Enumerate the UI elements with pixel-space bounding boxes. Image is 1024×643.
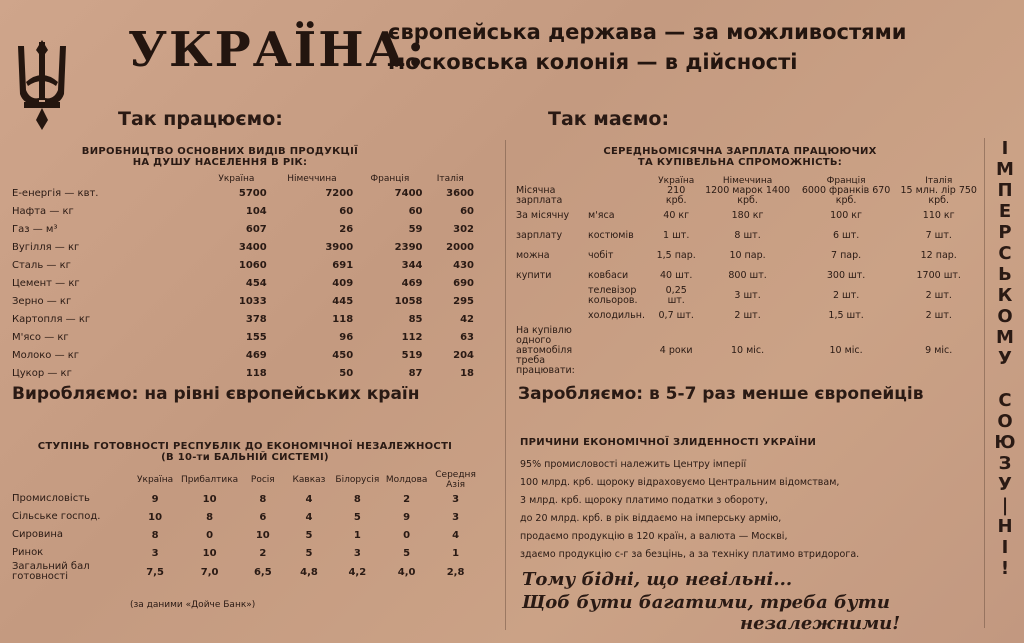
production-cell: 1060	[238, 259, 267, 271]
readiness-row-label: Сировина	[12, 529, 64, 540]
production-cell: 1058	[394, 295, 423, 307]
side-letter: Ь	[998, 264, 1012, 285]
side-letter: Н	[997, 516, 1013, 537]
side-letter: М	[996, 327, 1014, 348]
wage-cell: 1 шт.	[663, 230, 690, 241]
readiness-cell: 5	[403, 547, 411, 559]
wage-col-header: Німеччина	[722, 176, 773, 186]
side-letter: І	[1001, 138, 1009, 159]
readiness-cell: 2	[259, 547, 267, 559]
wage-cell: 10 міс.	[829, 345, 863, 356]
production-cell: 7200	[325, 187, 354, 199]
wage-col-header: Італія	[925, 176, 953, 186]
production-cell: 344	[401, 259, 423, 271]
readiness-row-label: Ринок	[12, 547, 44, 558]
readiness-row-label: Сільське господ.	[12, 511, 101, 522]
side-letter	[992, 369, 1018, 390]
production-cell: 3600	[446, 187, 474, 199]
wage-row	[514, 266, 982, 286]
readiness-cell: 7,0	[200, 566, 219, 578]
production-row-label: Нафта — кг	[12, 205, 74, 217]
side-letter: П	[997, 180, 1013, 201]
cause-item: 95% промисловості належить Центру імперії	[520, 459, 747, 470]
readiness-table-title: СТУПІНЬ ГОТОВНОСТІ РЕСПУБЛІК ДО ЕКОНОМІЧНОЇ НЕЗАЛЕЖНОСТІ (В 10-ти БАЛЬНІЙ СИСТЕМІ)	[37, 441, 453, 463]
readiness-col-blank	[10, 470, 131, 490]
production-cell: 302	[453, 223, 474, 235]
production-cell: 454	[245, 277, 267, 289]
wage-col-blank-2	[586, 176, 654, 186]
production-cell: 2000	[446, 241, 474, 253]
readiness-cell: 6	[259, 511, 267, 523]
headline-title: УКРАЇНА:	[128, 22, 427, 78]
readiness-col-header: Білорусія	[335, 475, 380, 485]
readiness-cell: 10	[255, 529, 270, 541]
wage-row	[514, 246, 982, 266]
production-row-label: Молоко — кг	[12, 349, 80, 361]
wage-row	[514, 226, 982, 246]
production-cell: 118	[332, 313, 354, 325]
headline-line-1: європейська держава — за можливостями	[388, 20, 907, 44]
wage-row-item: чобіт	[588, 250, 614, 261]
readiness-cell: 4	[305, 511, 313, 523]
side-divider	[984, 138, 985, 628]
production-cell: 5700	[238, 187, 267, 199]
production-row-label: Вугілля — кг	[12, 241, 80, 253]
production-row-label: Картопля — кг	[12, 313, 91, 325]
wage-row-label: На купівлю одного автомобіля треба працювати:	[516, 325, 575, 376]
production-col-header: Франція	[370, 174, 410, 184]
production-row-label: Е-енергія — квт.	[12, 187, 99, 199]
wage-row-label: купити	[516, 270, 552, 281]
readiness-cell: 8	[353, 493, 361, 505]
wage-cell: 2 шт.	[925, 310, 952, 321]
readiness-row	[10, 508, 480, 526]
production-cell: 3400	[238, 241, 267, 253]
cause-item: продаємо продукцію в 120 країн, а валюта — Москві,	[520, 531, 788, 542]
wage-cell: 800 шт.	[728, 270, 767, 281]
production-row	[10, 256, 476, 274]
production-cell: 112	[401, 331, 423, 343]
production-row	[10, 274, 476, 292]
wage-row-item: телевізор кольоров.	[588, 285, 638, 306]
production-row	[10, 364, 476, 382]
readiness-cell: 0	[403, 529, 411, 541]
readiness-col-header: Кавказ	[292, 475, 326, 485]
cause-item: здаємо продукцію с-г за безцінь, а за техніку платимо втридорога.	[520, 549, 860, 560]
wage-row-label: зарплату	[516, 230, 563, 241]
side-letter: У	[998, 474, 1012, 495]
readiness-cell: 3	[452, 493, 460, 505]
wage-row-item	[586, 326, 654, 376]
readiness-col-header: Росія	[250, 475, 275, 485]
production-row-label: Цемент — кг	[12, 277, 80, 289]
section-heading-work: Так працюємо:	[118, 108, 283, 130]
wage-cell: 1700 шт.	[916, 270, 961, 281]
trident-emblem	[12, 38, 72, 130]
wage-cell: 0,7 шт.	[658, 310, 694, 321]
wage-cell: 10 пар.	[729, 250, 766, 261]
production-cell: 96	[339, 331, 354, 343]
side-letter: С	[998, 390, 1012, 411]
wage-cell: 3 шт.	[734, 290, 761, 301]
wage-col-header: Україна	[658, 176, 695, 186]
wage-cell: 7 пар.	[831, 250, 862, 261]
source-note: (за даними «Дойче Банк»)	[130, 600, 256, 610]
production-cell: 18	[460, 367, 474, 379]
wage-row-item: ковбаси	[588, 270, 629, 281]
readiness-col-header: Молдова	[385, 475, 428, 485]
wage-cell: 1,5 шт.	[828, 310, 864, 321]
production-row-label: Зерно — кг	[12, 295, 72, 307]
production-row	[10, 238, 476, 256]
production-row	[10, 202, 476, 220]
production-row	[10, 220, 476, 238]
readiness-row	[10, 562, 480, 582]
production-col-header: Україна	[218, 174, 255, 184]
readiness-col-header: Україна	[137, 475, 174, 485]
side-letter: Р	[998, 222, 1012, 243]
wage-row-label: Місячна зарплата	[516, 185, 563, 206]
wage-cell: 40 шт.	[660, 270, 693, 281]
wage-cell: 6000 франків 670 крб.	[801, 185, 891, 206]
readiness-cell: 3	[353, 547, 361, 559]
readiness-cell: 4	[305, 493, 313, 505]
side-vertical-slogan	[992, 138, 1018, 579]
side-letter: Е	[998, 201, 1012, 222]
causes-list	[520, 456, 980, 564]
production-cell: 42	[460, 313, 474, 325]
wage-row-label: За місячну	[516, 210, 570, 221]
production-row	[10, 328, 476, 346]
production-cell: 3900	[325, 241, 354, 253]
readiness-row-label: Промисловість	[12, 493, 90, 504]
production-cell: 450	[332, 349, 354, 361]
side-letter: К	[997, 285, 1013, 306]
wage-cell: 110 кг	[922, 210, 955, 221]
production-cell: 87	[408, 367, 423, 379]
readiness-col-header: Середня Азія	[435, 470, 476, 490]
wage-cell: 2 шт.	[925, 290, 952, 301]
production-cell: 118	[245, 367, 267, 379]
wage-col-header: Франція	[826, 176, 866, 186]
side-letter: Ю	[994, 432, 1016, 453]
cause-item: до 20 млрд. крб. в рік віддаємо на імперську армію,	[520, 513, 782, 524]
production-table-title: ВИРОБНИЦТВО ОСНОВНИХ ВИДІВ ПРОДУКЦІЇ НА ДУШУ НАСЕЛЕННЯ В РІК:	[81, 146, 359, 168]
production-cell: 60	[460, 205, 474, 217]
production-cell: 2390	[394, 241, 423, 253]
readiness-cell: 9	[403, 511, 411, 523]
side-letter: !	[1000, 558, 1010, 579]
side-letter: М	[996, 159, 1014, 180]
production-row	[10, 310, 476, 328]
closing-line-1: Тому бідні, що невільні...	[522, 569, 793, 590]
closing-line-3: незалежними!	[740, 613, 901, 634]
wage-row	[514, 306, 982, 326]
readiness-row-label: Загальний бал готовності	[12, 561, 90, 582]
wage-cell: 9 міс.	[925, 345, 953, 356]
readiness-cell: 4,8	[300, 566, 318, 578]
production-cell: 445	[332, 295, 354, 307]
production-row	[10, 184, 476, 202]
production-row-label: Газ — м³	[12, 223, 58, 235]
readiness-cell: 9	[151, 493, 159, 505]
readiness-cell: 5	[305, 547, 313, 559]
production-cell: 519	[401, 349, 423, 361]
readiness-cell: 8	[259, 493, 267, 505]
readiness-cell: 10	[148, 511, 163, 523]
production-col-blank	[10, 174, 204, 184]
wage-cell: 8 шт.	[734, 230, 761, 241]
production-cell: 204	[453, 349, 474, 361]
production-cell: 378	[245, 313, 267, 325]
wage-cell: 2 шт.	[832, 290, 860, 301]
production-cell: 691	[332, 259, 354, 271]
production-cell: 26	[339, 223, 354, 235]
side-letter: С	[998, 243, 1012, 264]
production-cell: 59	[408, 223, 423, 235]
production-cell: 104	[245, 205, 267, 217]
readiness-cell: 4,0	[397, 566, 416, 578]
readiness-row	[10, 544, 480, 562]
wage-cell: 180 кг	[731, 210, 764, 221]
production-cell: 85	[408, 313, 423, 325]
production-row	[10, 346, 476, 364]
readiness-cell: 5	[353, 511, 361, 523]
wage-row-item	[586, 186, 654, 206]
column-divider	[505, 140, 506, 630]
readiness-cell: 8	[206, 511, 214, 523]
readiness-cell: 4,2	[348, 566, 367, 578]
readiness-row	[10, 526, 480, 544]
wage-row	[514, 186, 982, 206]
slogan-right: Заробляємо: в 5-7 раз менше європейців	[518, 384, 924, 404]
wage-cell: 300 шт.	[826, 270, 866, 281]
wage-row-item: м'яса	[588, 210, 615, 221]
slogan-left: Виробляємо: на рівні європейських країн	[12, 384, 420, 404]
wage-table	[514, 176, 982, 376]
readiness-cell: 2,8	[446, 566, 465, 578]
production-cell: 60	[408, 205, 423, 217]
production-col-header: Італія	[436, 174, 464, 184]
readiness-cell: 7,5	[146, 566, 164, 578]
production-cell: 430	[453, 259, 474, 271]
production-row-label: Сталь — кг	[12, 259, 71, 271]
wage-row-label: можна	[516, 250, 550, 261]
production-col-header: Німеччина	[287, 174, 337, 184]
wage-cell: 10 міс.	[730, 345, 765, 356]
wage-cell: 12 пар.	[920, 250, 957, 261]
readiness-cell: 1	[353, 529, 361, 541]
wage-cell: 210 крб.	[665, 185, 687, 206]
readiness-table	[10, 470, 480, 582]
wage-row-item: костюмів	[588, 230, 634, 241]
readiness-cell: 1	[452, 547, 460, 559]
production-row-label: Цукор — кг	[12, 367, 72, 379]
production-cell: 155	[245, 331, 267, 343]
production-row-label: М'ясо — кг	[12, 331, 69, 343]
production-cell: 607	[245, 223, 267, 235]
readiness-cell: 3	[452, 511, 460, 523]
wage-cell: 15 млн. лір 750 крб.	[900, 185, 977, 206]
wage-row-label	[514, 306, 586, 326]
readiness-cell: 4	[452, 529, 460, 541]
causes-title: ПРИЧИНИ ЕКОНОМІЧНОЇ ЗЛИДЕННОСТІ УКРАЇНИ	[520, 437, 817, 448]
side-letter: О	[997, 411, 1013, 432]
wage-row-label	[514, 286, 586, 306]
side-letter: |	[1001, 495, 1009, 516]
production-cell: 7400	[394, 187, 423, 199]
readiness-cell: 10	[202, 547, 217, 559]
readiness-row	[10, 490, 480, 508]
cause-item: 3 млрд. крб. щороку платимо податки з обороту,	[520, 495, 768, 506]
production-cell: 469	[245, 349, 267, 361]
section-heading-have: Так маємо:	[548, 108, 670, 130]
readiness-cell: 8	[151, 529, 159, 541]
readiness-cell: 5	[305, 529, 313, 541]
wage-table-title: СЕРЕДНЬОМІСЯЧНА ЗАРПЛАТА ПРАЦЮЮЧИХ ТА КУПІВЕЛЬНА СПРОМОЖНІСТЬ:	[603, 146, 877, 168]
readiness-col-header: Прибалтика	[181, 475, 239, 485]
cause-item: 100 млрд. крб. щороку відраховуємо Центральним відомствам,	[520, 477, 840, 488]
side-letter: О	[997, 306, 1013, 327]
production-cell: 409	[332, 277, 354, 289]
wage-cell: 2 шт.	[734, 310, 761, 321]
production-cell: 690	[453, 277, 474, 289]
production-table	[10, 174, 476, 382]
closing-line-2: Щоб бути багатими, треба бути	[522, 592, 890, 613]
readiness-cell: 10	[202, 493, 217, 505]
production-cell: 60	[339, 205, 354, 217]
wage-cell: 1,5 пар.	[656, 250, 696, 261]
wage-cell: 0,25 шт.	[665, 285, 687, 306]
wage-cell: 7 шт.	[925, 230, 952, 241]
wage-row	[514, 206, 982, 226]
wage-row	[514, 326, 982, 376]
wage-row	[514, 286, 982, 306]
wage-cell: 6 шт.	[832, 230, 860, 241]
wage-cell: 40 кг	[663, 210, 690, 221]
wage-cell: 100 кг	[830, 210, 863, 221]
production-cell: 1033	[238, 295, 267, 307]
production-cell: 63	[460, 331, 474, 343]
readiness-cell: 0	[206, 529, 214, 541]
production-cell: 469	[401, 277, 423, 289]
side-letter: З	[998, 453, 1012, 474]
wage-cell: 4 роки	[659, 345, 693, 356]
side-letter: І	[1001, 537, 1009, 558]
side-letter: У	[998, 348, 1012, 369]
readiness-cell: 3	[151, 547, 159, 559]
wage-cell: 1200 марок 1400 крб.	[705, 185, 791, 206]
production-row	[10, 292, 476, 310]
readiness-cell: 6,5	[253, 566, 272, 578]
production-cell: 50	[339, 367, 354, 379]
production-cell: 295	[453, 295, 474, 307]
wage-row-item: холодильн.	[588, 310, 645, 321]
headline-line-2: московська колонія — в дійсності	[388, 50, 798, 74]
readiness-cell: 2	[403, 493, 411, 505]
